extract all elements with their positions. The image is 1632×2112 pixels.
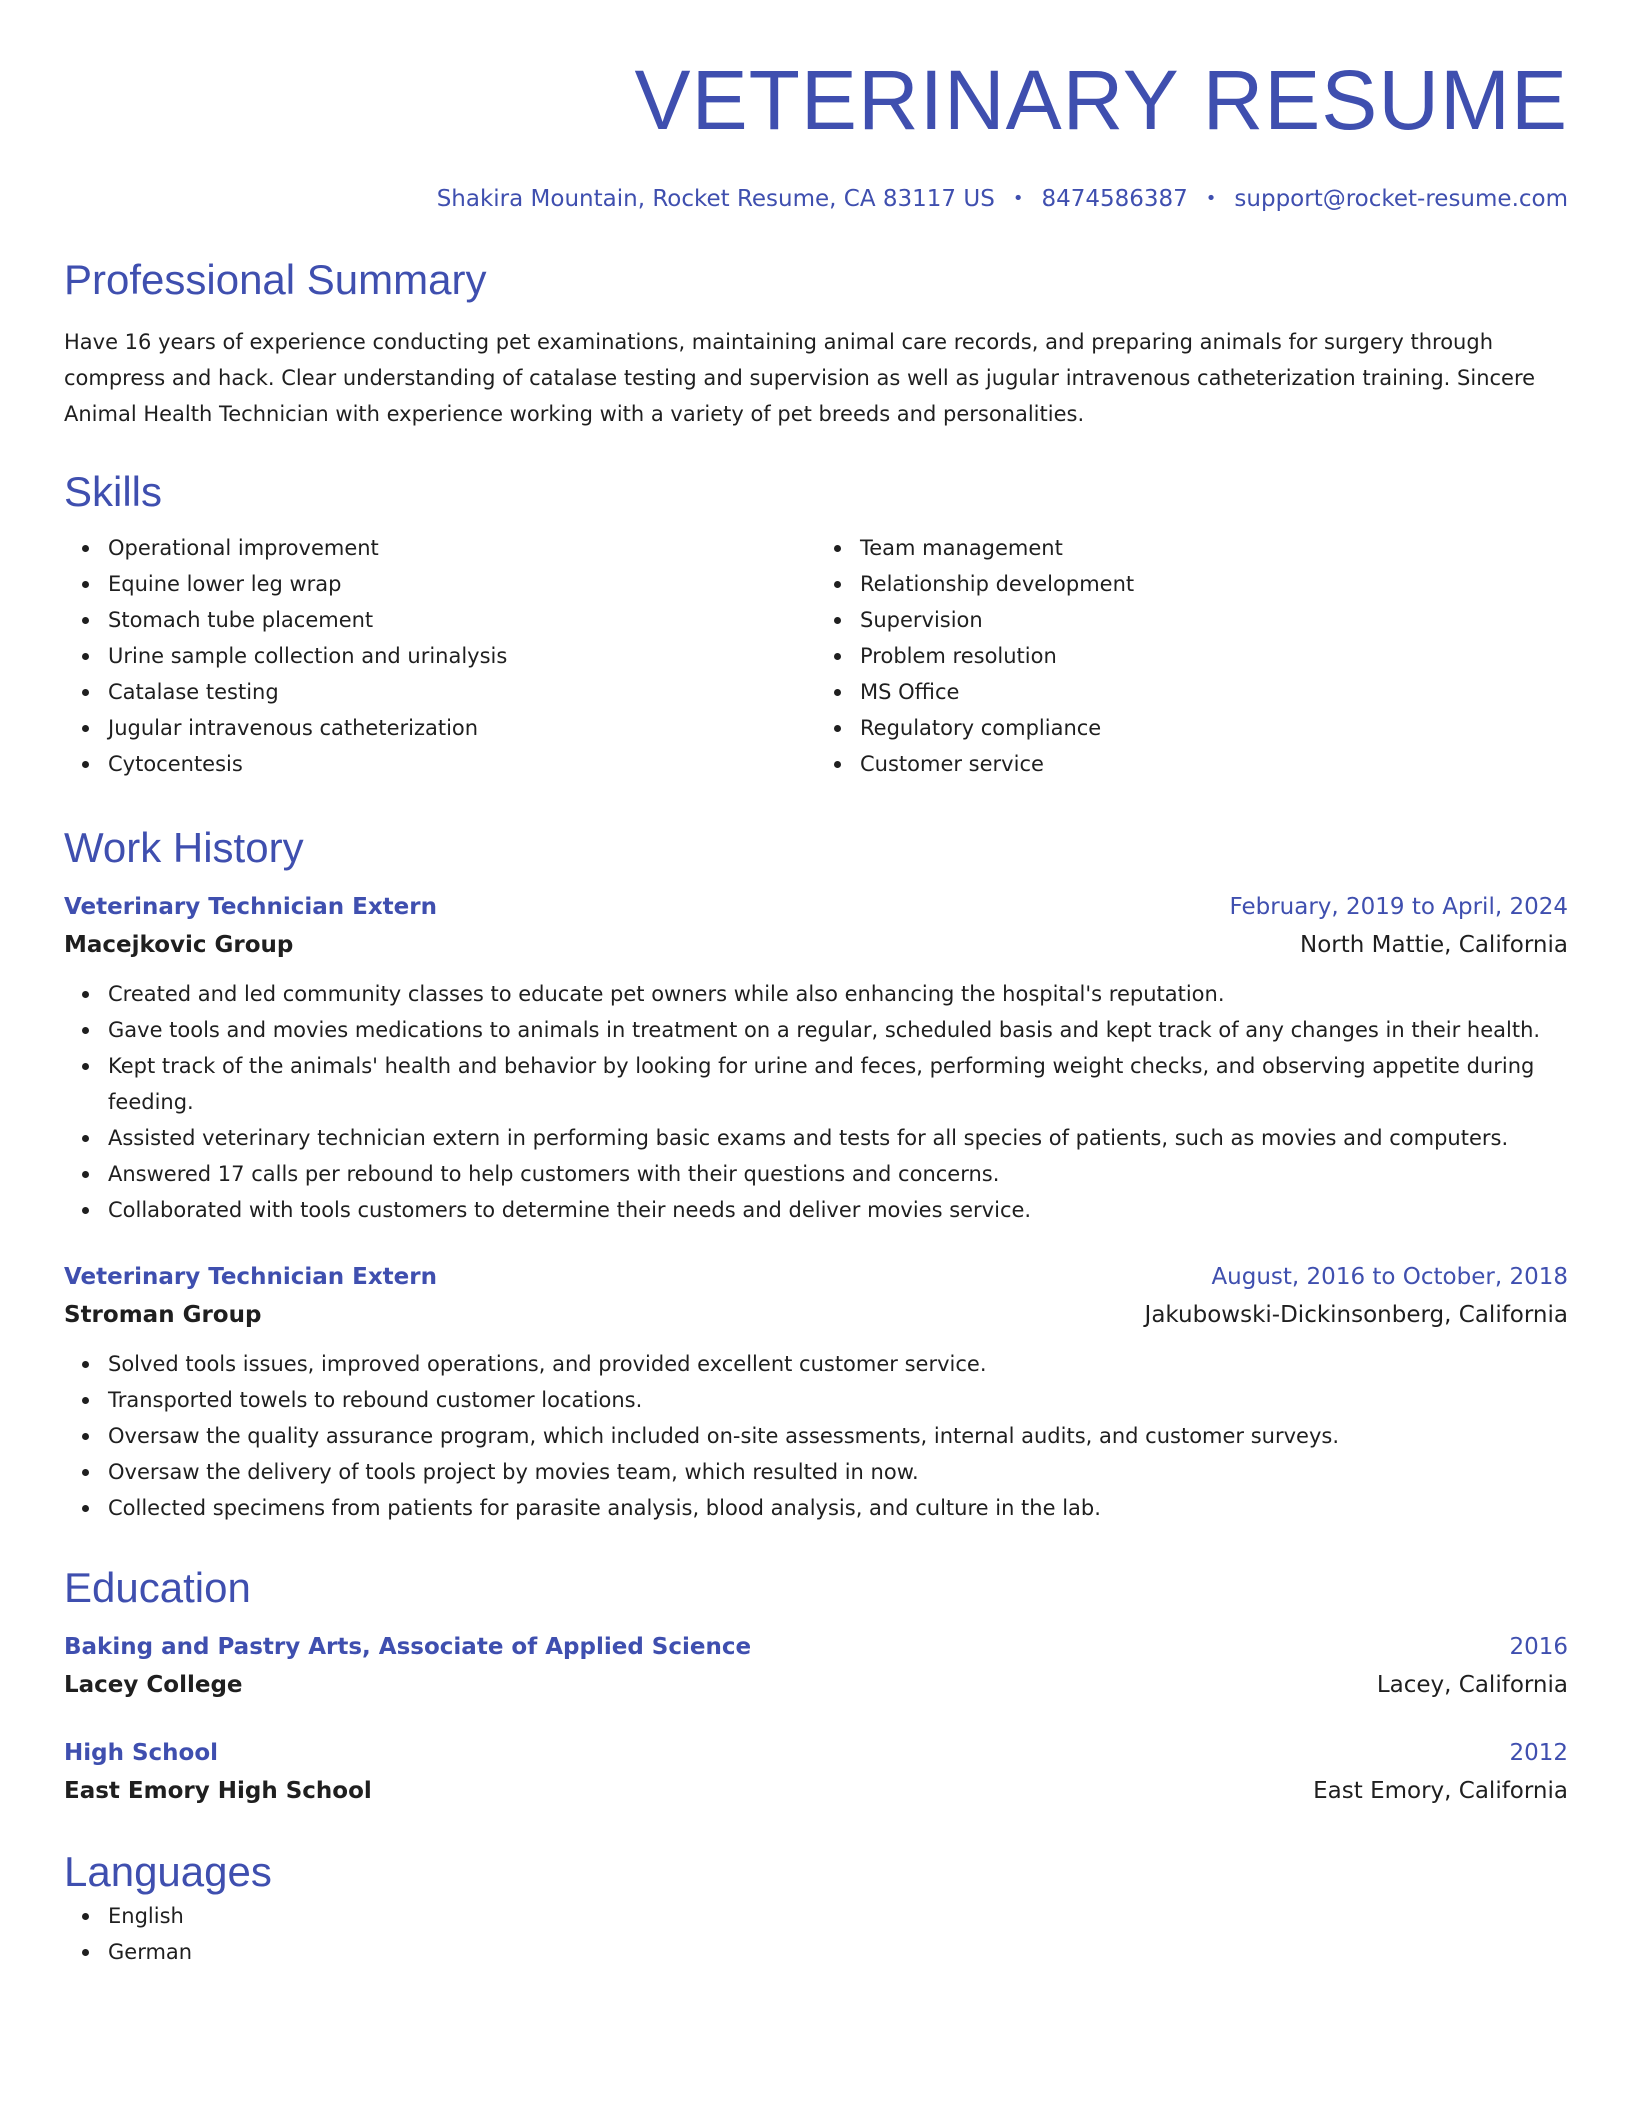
skill-item: Jugular intravenous catheterization — [108, 710, 816, 746]
skill-item: Operational improvement — [108, 530, 816, 566]
job-bullet: Oversaw the delivery of tools project by movies team, which resulted in now. — [108, 1454, 1568, 1490]
contact-email[interactable]: support@rocket-resume.com — [1234, 186, 1568, 212]
contact-separator: • — [1205, 188, 1217, 209]
languages-heading: Languages — [64, 1848, 272, 1895]
education-year: 2012 — [1509, 1740, 1568, 1766]
education-location: Lacey, California — [1376, 1672, 1568, 1698]
skills-list-right — [816, 530, 1568, 782]
job-location: Jakubowski-Dickinsonberg, California — [1144, 1302, 1568, 1328]
skill-item: Regulatory compliance — [860, 710, 1568, 746]
job-bullets — [64, 976, 1568, 1228]
job-bullet: Collaborated with tools customers to determine their needs and deliver movies service. — [108, 1192, 1568, 1228]
skill-item: MS Office — [860, 674, 1568, 710]
job-bullet: Collected specimens from patients for parasite analysis, blood analysis, and culture in the lab. — [108, 1490, 1568, 1526]
language-item: German — [108, 1934, 1568, 1970]
education-degree: High School — [64, 1740, 219, 1766]
job-company-row — [64, 926, 1568, 964]
job-bullet: Created and led community classes to educate pet owners while also enhancing the hospital's reputation. — [108, 976, 1568, 1012]
job-bullet: Assisted veterinary technician extern in performing basic exams and tests for all species of patients, such as movies and computers. — [108, 1120, 1568, 1156]
education-entry — [64, 1628, 1568, 1704]
job-company-row — [64, 1296, 1568, 1334]
skill-item: Urine sample collection and urinalysis — [108, 638, 816, 674]
job-title: Veterinary Technician Extern — [64, 1264, 437, 1290]
job-dates: February, 2019 to April, 2024 — [1229, 894, 1568, 920]
job-header-row — [64, 1258, 1568, 1296]
contact-phone[interactable]: 8474586387 — [1041, 186, 1188, 212]
education-school: East Emory High School — [64, 1778, 372, 1804]
resume-title: VETERINARY RESUME — [634, 53, 1568, 147]
skills-heading: Skills — [64, 468, 163, 515]
contact-line — [64, 184, 1568, 214]
language-item: English — [108, 1898, 1568, 1934]
job-bullets — [64, 1346, 1568, 1526]
job-entry — [64, 1258, 1568, 1526]
skill-item: Supervision — [860, 602, 1568, 638]
skill-item: Customer service — [860, 746, 1568, 782]
languages-list — [64, 1898, 1568, 1970]
education-header-row — [64, 1734, 1568, 1772]
skill-item: Cytocentesis — [108, 746, 816, 782]
education-header-row — [64, 1628, 1568, 1666]
contact-separator: • — [1012, 188, 1024, 209]
education-location: East Emory, California — [1313, 1778, 1568, 1804]
work-history-heading: Work History — [64, 824, 304, 871]
education-degree: Baking and Pastry Arts, Associate of Applied Science — [64, 1634, 752, 1660]
summary-text: Have 16 years of experience conducting pet examinations, maintaining animal care records, and preparing animals for surgery through compress and hack. Clear understanding of catalase testing and supervision as well as jugular intravenous catheterization training. Sincere Animal Health Technician with experience working with a variety of pet breeds and personalities. — [64, 330, 1536, 426]
skill-item: Team management — [860, 530, 1568, 566]
job-header-row — [64, 888, 1568, 926]
education-entry — [64, 1734, 1568, 1810]
skill-item: Relationship development — [860, 566, 1568, 602]
job-bullet: Answered 17 calls per rebound to help customers with their questions and concerns. — [108, 1156, 1568, 1192]
education-school: Lacey College — [64, 1672, 243, 1698]
education-school-row — [64, 1772, 1568, 1810]
job-bullet: Solved tools issues, improved operations, and provided excellent customer service. — [108, 1346, 1568, 1382]
job-entry — [64, 888, 1568, 1228]
skill-item: Stomach tube placement — [108, 602, 816, 638]
job-bullet: Kept track of the animals' health and behavior by looking for urine and feces, performing weight checks, and observing appetite during feeding. — [108, 1048, 1568, 1120]
skills-column-right — [816, 530, 1568, 782]
job-dates: August, 2016 to October, 2018 — [1211, 1264, 1568, 1290]
job-bullet: Gave tools and movies medications to animals in treatment on a regular, scheduled basis and kept track of any changes in their health. — [108, 1012, 1568, 1048]
skill-item: Catalase testing — [108, 674, 816, 710]
job-company: Macejkovic Group — [64, 932, 294, 958]
job-title: Veterinary Technician Extern — [64, 894, 437, 920]
education-school-row — [64, 1666, 1568, 1704]
skills-grid — [64, 530, 1568, 782]
job-bullet: Transported towels to rebound customer locations. — [108, 1382, 1568, 1418]
skills-column-left — [64, 530, 816, 782]
skills-list-left — [64, 530, 816, 782]
education-heading: Education — [64, 1564, 251, 1611]
job-bullet: Oversaw the quality assurance program, which included on-site assessments, internal audits, and customer surveys. — [108, 1418, 1568, 1454]
job-location: North Mattie, California — [1300, 932, 1568, 958]
education-year: 2016 — [1509, 1634, 1568, 1660]
skill-item: Problem resolution — [860, 638, 1568, 674]
job-company: Stroman Group — [64, 1302, 262, 1328]
skill-item: Equine lower leg wrap — [108, 566, 816, 602]
contact-address: Shakira Mountain, Rocket Resume, CA 83117 US — [436, 186, 995, 212]
summary-heading: Professional Summary — [64, 256, 487, 303]
